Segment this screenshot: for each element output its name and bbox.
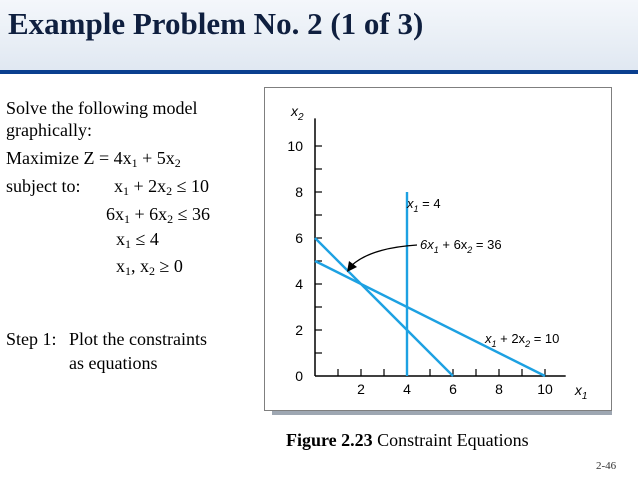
label-x1-eq-4: $x_1 = 4$ bbox=[407, 196, 441, 214]
figure-frame bbox=[264, 87, 612, 411]
constraint-2: $6x_1 + 6x_2 \le 36$ bbox=[106, 204, 211, 226]
y-tick-label: 8 bbox=[295, 184, 303, 200]
constraint-chart bbox=[265, 88, 611, 410]
title-underline bbox=[0, 70, 638, 74]
constraint-3: $x_1 \le 4$ bbox=[116, 229, 159, 251]
y-tick-label: 2 bbox=[295, 322, 303, 338]
intro-line-1: Solve the following model bbox=[6, 98, 198, 118]
constraint-1: $x_1 + 2x_2 \le 10$ bbox=[114, 176, 210, 198]
y-axis-label: $x_2$ bbox=[291, 103, 304, 124]
figure-caption: Figure 2.23 Constraint Equations bbox=[286, 430, 529, 450]
label-constraint-1: $x_1 + 2x_2 = 10$ bbox=[485, 331, 560, 349]
constraint-line-2 bbox=[315, 238, 453, 376]
constraint-line-1 bbox=[315, 261, 545, 376]
slide-title: Example Problem No. 2 (1 of 3) bbox=[8, 6, 424, 41]
x-axis-label: $x_1$ bbox=[574, 382, 588, 402]
y-tick-label: 6 bbox=[295, 230, 303, 246]
title-banner bbox=[0, 0, 638, 74]
y-tick-label: 10 bbox=[287, 138, 303, 154]
constraint-4: $x_1$, $x_2 \ge 0$ bbox=[116, 256, 183, 278]
step-line-2: as equations bbox=[69, 353, 158, 373]
step-label: Step 1: bbox=[6, 329, 57, 349]
objective-function: Maximize $Z = 4x_1 + 5x_2$ bbox=[6, 148, 181, 170]
y-tick-label: 4 bbox=[295, 276, 303, 292]
x-tick-label: 8 bbox=[495, 381, 503, 397]
slide-number: 2-46 bbox=[596, 460, 617, 472]
subject-to-label: subject to: bbox=[6, 176, 81, 196]
x-tick-label: 2 bbox=[357, 381, 365, 397]
y-tick-label: 0 bbox=[295, 368, 303, 384]
x-tick-label: 10 bbox=[537, 381, 553, 397]
x-tick-label: 4 bbox=[403, 381, 411, 397]
x-tick-label: 6 bbox=[449, 381, 457, 397]
step-instruction bbox=[6, 327, 207, 373]
intro-line-2: graphically: bbox=[6, 120, 92, 140]
label-constraint-2: $6x_1 + 6x_2 = 36$ bbox=[420, 237, 502, 255]
step-line-1: Plot the constraints bbox=[69, 329, 207, 349]
